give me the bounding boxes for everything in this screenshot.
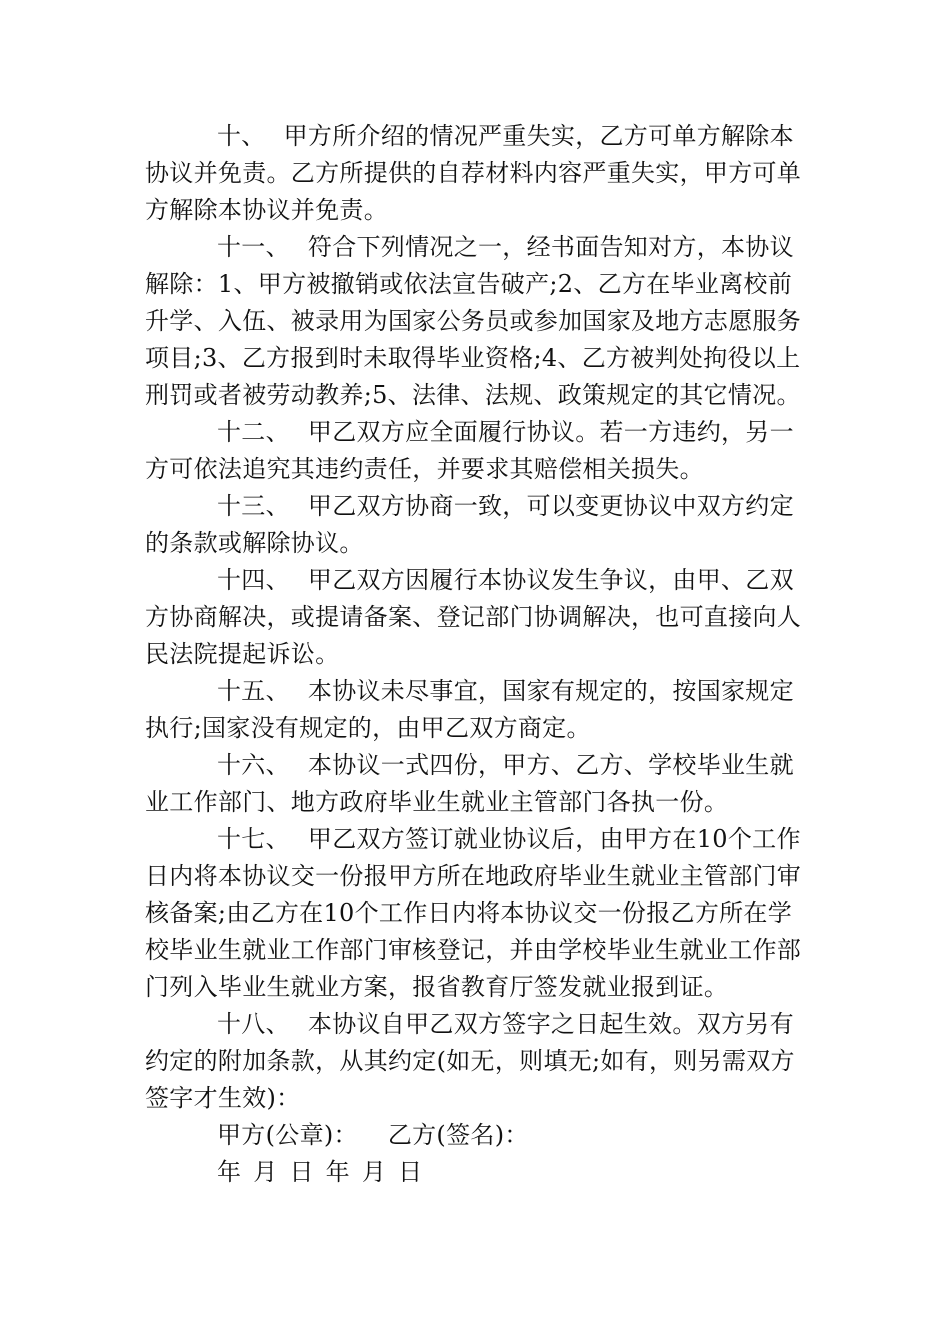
clause-15 xyxy=(145,673,815,747)
clause-text: 本协议自甲乙双方签字之日起生效。双方另有约定的附加条款，从其约定(如无，则填无;如有，则另需双方签字才生效)： xyxy=(145,1010,795,1112)
clause-13 xyxy=(145,488,815,562)
clause-10 xyxy=(145,118,815,229)
clause-text: 甲方所介绍的情况严重失实，乙方可单方解除本协议并免责。乙方所提供的自荐材料内容严重失实，甲方可单方解除本协议并免责。 xyxy=(145,122,802,224)
clause-number: 十、 xyxy=(217,122,266,150)
clause-number: 十三、 xyxy=(217,492,290,520)
clause-16 xyxy=(145,747,815,821)
clause-18 xyxy=(145,1006,815,1117)
clause-17 xyxy=(145,821,815,1006)
clause-text: 本协议一式四份，甲方、乙方、学校毕业生就业工作部门、地方政府毕业生就业主管部门各执一份。 xyxy=(145,751,794,816)
clause-14 xyxy=(145,562,815,673)
clause-text: 符合下列情况之一，经书面告知对方，本协议解除：1、甲方被撤销或依法宣告破产;2、乙方在毕业离校前升学、入伍、被录用为国家公务员或参加国家及地方志愿服务项目;3、乙方报到时未取得毕业资格;4、乙方被判处拘役以上刑罚或者被劳动教养;5、法律、法规、政策规定的其它情况。 xyxy=(145,233,802,409)
clause-number: 十五、 xyxy=(217,677,290,705)
clause-text: 甲乙双方协商一致，可以变更协议中双方约定的条款或解除协议。 xyxy=(145,492,794,557)
clause-11 xyxy=(145,229,815,414)
party-b-signature-label: 乙方(签名)： xyxy=(387,1121,529,1149)
clause-number: 十八、 xyxy=(217,1010,290,1038)
clause-number: 十四、 xyxy=(217,566,290,594)
clause-number: 十六、 xyxy=(217,751,290,779)
agreement-text xyxy=(145,118,815,1191)
clause-text: 甲乙双方签订就业协议后，由甲方在10个工作日内将本协议交一份报甲方所在地政府毕业生就业主管部门审核备案;由乙方在10个工作日内将本协议交一份报乙方所在学校毕业生就业工作部门审核登记，并由学校毕业生就业工作部门列入毕业生就业方案，报省教育厅签发就业报到证。 xyxy=(145,825,802,1001)
clause-text: 甲乙双方因履行本协议发生争议，由甲、乙双方协商解决，或提请备案、登记部门协调解决，也可直接向人民法院提起诉讼。 xyxy=(145,566,802,668)
date-line: 年 月 日 年 月 日 xyxy=(217,1158,423,1186)
clause-number: 十七、 xyxy=(217,825,290,853)
clause-number: 十二、 xyxy=(217,418,290,446)
signature-line xyxy=(145,1117,815,1154)
clause-text: 本协议未尽事宜，国家有规定的，按国家规定执行;国家没有规定的，由甲乙双方商定。 xyxy=(145,677,794,742)
party-a-seal-label: 甲方(公章)： xyxy=(217,1121,358,1149)
clause-number: 十一、 xyxy=(217,233,290,261)
clause-text: 甲乙双方应全面履行协议。若一方违约，另一方可依法追究其违约责任，并要求其赔偿相关损失。 xyxy=(145,418,794,483)
clause-12 xyxy=(145,414,815,488)
